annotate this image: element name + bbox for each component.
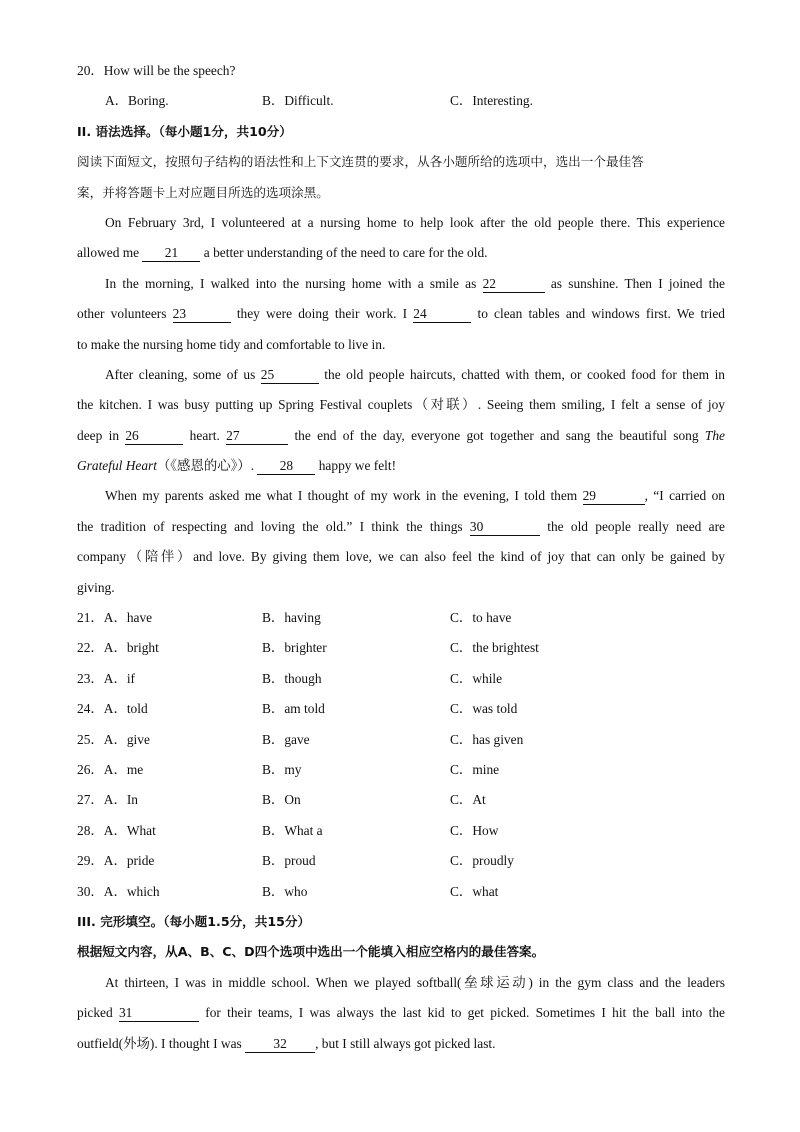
option-c: C．while — [450, 670, 503, 686]
option-b: B．am told — [262, 701, 325, 717]
blank-27: 27 — [226, 428, 288, 445]
option-row — [77, 603, 725, 633]
option-row — [77, 816, 725, 846]
passage-line: In the morning, I walked into the nursing home with a smile as 22 as sunshine. Then I joined the — [105, 275, 725, 291]
option-row — [77, 785, 725, 815]
passage-line: the kitchen. I was busy putting up Spring Festival couplets（对联）. Seeing them smiling, I felt a sense of joy — [77, 397, 725, 413]
option-row — [77, 664, 725, 694]
blank-25: 25 — [261, 367, 319, 384]
blank-31: 31 — [119, 1005, 199, 1022]
option-b: B．my — [262, 761, 302, 777]
blank-29: 29 — [583, 488, 645, 505]
option-row — [77, 877, 725, 907]
option-c: C．How — [450, 822, 499, 838]
option-a: A．Boring. — [105, 93, 169, 109]
passage-line: When my parents asked me what I thought of my work in the evening, I told them 29 , “I carried on — [105, 488, 725, 504]
option-c: C．to have — [450, 610, 512, 626]
blank-24: 24 — [413, 306, 471, 323]
passage-line: to make the nursing home tidy and comfortable to live in. — [77, 336, 386, 352]
blank-30: 30 — [470, 519, 540, 536]
passage-line: company（陪伴）and love. By giving them love, we can also feel the kind of joy that can only be gained by — [77, 549, 725, 565]
blank-32: 32 — [245, 1036, 315, 1053]
option-a: 29．A．pride — [77, 853, 155, 869]
exam-page — [77, 56, 725, 1059]
option-b: B．Difficult. — [262, 93, 334, 109]
option-c: C．proudly — [450, 853, 514, 869]
blank-22: 22 — [483, 276, 545, 293]
passage-line: At thirteen, I was in middle school. When we played softball(垒球运动) in the gym class and the leaders — [105, 974, 725, 990]
option-a: 30．A．which — [77, 883, 160, 899]
option-a: 25．A．give — [77, 731, 150, 747]
option-c: C．has given — [450, 731, 524, 747]
option-a: 26．A．me — [77, 761, 144, 777]
option-row — [77, 846, 725, 876]
passage-line: the tradition of respecting and loving the old.” I think the things 30 the old people really need are — [77, 518, 725, 534]
option-c: C．mine — [450, 761, 500, 777]
option-b: B．having — [262, 610, 321, 626]
passage-line: other volunteers 23 they were doing their work. I 24 to clean tables and windows first. We tried — [77, 306, 725, 322]
blank-23: 23 — [173, 306, 231, 323]
passage-line: After cleaning, some of us 25 the old people haircuts, chatted with them, or cooked food for them in — [105, 366, 725, 382]
section-2-instruction-line-2: 案，并将答题卡上对应题目所选的选项涂黑。 — [77, 184, 329, 200]
option-c: C．was told — [450, 701, 518, 717]
question-20-stem: 20．How will be the speech? — [77, 63, 236, 78]
option-a: 22．A．bright — [77, 640, 159, 656]
passage-line: outfield(外场). I thought I was 32 , but I still always got picked last. — [77, 1035, 496, 1051]
option-c: C．what — [450, 883, 499, 899]
options-list — [77, 603, 725, 907]
option-b: B．who — [262, 883, 308, 899]
passage-line: On February 3rd, I volunteered at a nursing home to help look after the old people there. This experience — [105, 214, 725, 230]
option-a: 23．A．if — [77, 670, 136, 686]
option-c: C．At — [450, 792, 486, 808]
passage-line: deep in 26 heart. 27 the end of the day, everyone got together and sang the beautiful song The — [77, 427, 725, 443]
option-b: B．proud — [262, 853, 316, 869]
option-a: 27．A．In — [77, 792, 138, 808]
blank-26: 26 — [125, 428, 183, 445]
option-a: 21．A．have — [77, 610, 153, 626]
option-b: B．though — [262, 670, 322, 686]
blank-28: 28 — [257, 458, 315, 475]
section-3-heading: III. 完形填空。（每小题1.5分，共15分） — [77, 913, 311, 929]
passage-line: Grateful Heart（《感恩的心》）. 28 happy we felt! — [77, 458, 397, 474]
passage-line: picked 31 for their teams, I was always the last kid to get picked. Sometimes I hit the ball into the — [77, 1005, 725, 1021]
option-row — [77, 633, 725, 663]
passage-line: allowed me 21 a better understanding of the need to care for the old. — [77, 245, 488, 261]
option-a: 24．A．told — [77, 701, 148, 717]
section-2-instruction-line-1: 阅读下面短文，按照句子结构的语法性和上下文连贯的要求，从各小题所给的选项中，选出一个最佳答 — [77, 154, 644, 170]
option-b: B．On — [262, 792, 301, 808]
option-c: C．Interesting. — [450, 93, 533, 109]
option-b: B．brighter — [262, 640, 327, 656]
option-c: C．the brightest — [450, 640, 539, 656]
option-row — [77, 694, 725, 724]
option-row — [77, 755, 725, 785]
option-b: B．gave — [262, 731, 310, 747]
option-a: 28．A．What — [77, 822, 156, 838]
passage-line: giving. — [77, 579, 115, 595]
option-row — [77, 725, 725, 755]
blank-21: 21 — [142, 245, 200, 262]
option-b: B．What a — [262, 822, 323, 838]
section-2-heading: II. 语法选择。（每小题1分，共10分） — [77, 123, 292, 139]
section-3-instruction: 根据短文内容，从A、B、C、D四个选项中选出一个能填入相应空格内的最佳答案。 — [77, 944, 545, 960]
question-20-options — [77, 86, 725, 116]
